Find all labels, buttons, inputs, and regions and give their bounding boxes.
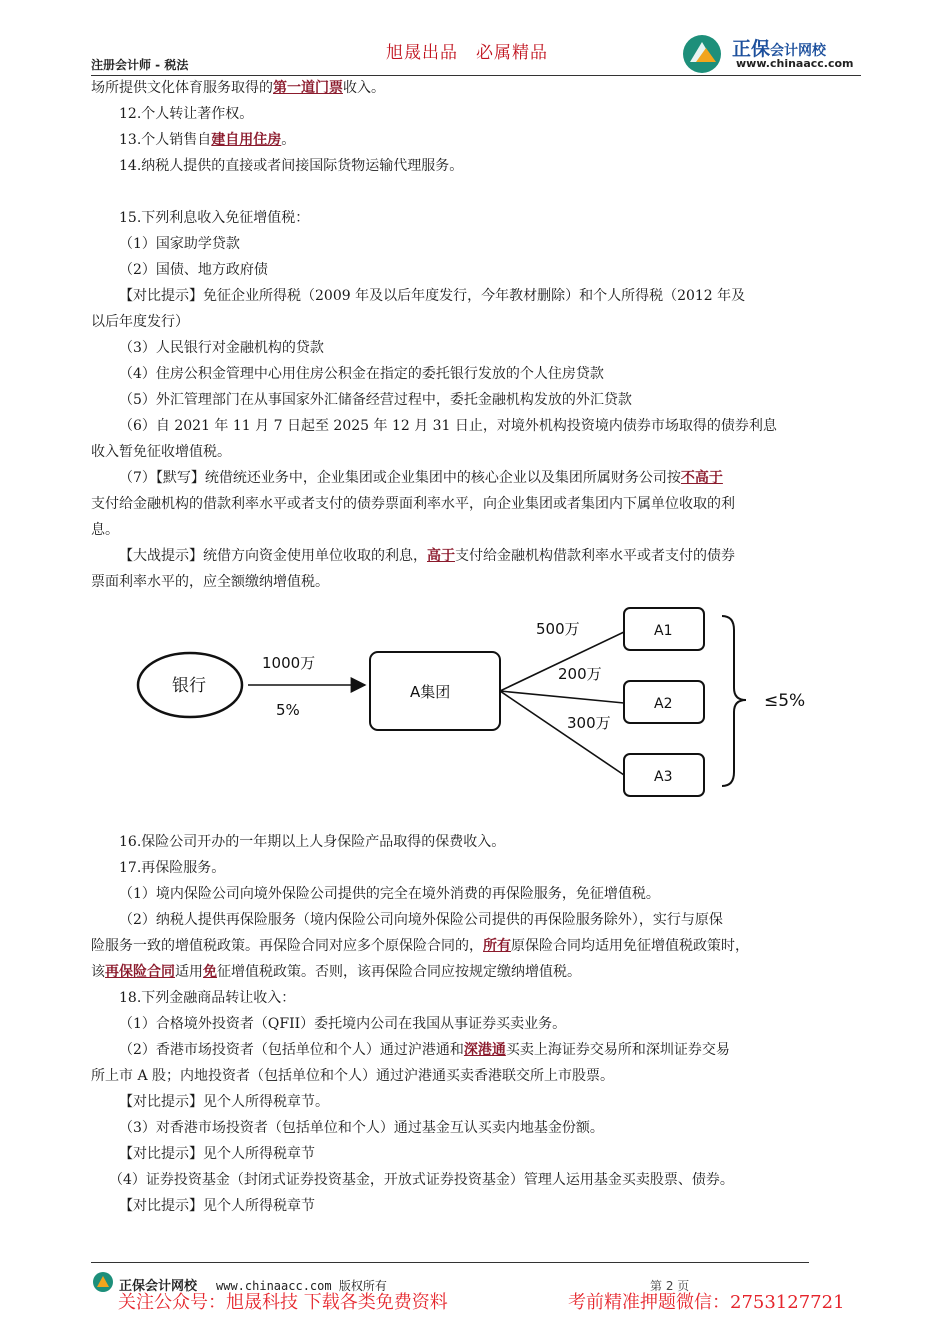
emphasis-text: 高于 xyxy=(427,548,455,564)
body-text: 息。 xyxy=(91,522,119,538)
body-line xyxy=(119,260,268,280)
body-text: 所上市 A 股；内地投资者（包括单位和个人）通过沪港通买卖香港联交所上市股票。 xyxy=(91,1068,615,1084)
body-text: （3）对香港市场投资者（包括单位和个人）通过基金互认买卖内地基金份额。 xyxy=(119,1120,604,1136)
body-text: 征增值税政策。否则，该再保险合同应按规定缴纳增值税。 xyxy=(217,964,581,980)
unit-label-a3: A3 xyxy=(654,769,673,785)
body-line xyxy=(91,494,735,514)
body-text: （4）证券投资基金（封闭式证券投资基金，开放式证券投资基金）管理人运用基金买卖股票、债券。 xyxy=(109,1172,734,1188)
body-line xyxy=(119,468,723,488)
body-text: 17.再保险服务。 xyxy=(119,860,226,876)
body-line xyxy=(119,988,295,1008)
emphasis-text: 第一道门票 xyxy=(273,80,343,96)
body-line xyxy=(119,884,660,904)
body-line xyxy=(119,104,253,124)
body-text: 收入暂免征收增值税。 xyxy=(91,444,231,460)
footer-brand: 正保会计网校 xyxy=(119,1279,198,1294)
body-line xyxy=(119,1014,566,1034)
body-line xyxy=(119,338,324,358)
body-line xyxy=(91,572,329,592)
body-text: （2）国债、地方政府债 xyxy=(119,262,268,278)
body-line xyxy=(119,858,225,878)
header-course-title: 注册会计师 - 税法 xyxy=(91,58,189,72)
emphasis-text: 再保险合同 xyxy=(105,964,175,980)
body-line xyxy=(119,832,505,852)
bank-label: 银行 xyxy=(172,676,206,696)
body-text: （4）住房公积金管理中心用住房公积金在指定的委托银行发放的个人住房贷款 xyxy=(119,366,604,382)
body-line xyxy=(119,390,632,410)
body-text: （1）合格境外投资者（QFII）委托境内公司在我国从事证券买卖业务。 xyxy=(119,1016,567,1032)
unit-label-a2: A2 xyxy=(654,696,673,712)
promo-wechat-contact: 考前精准押题微信：2753127721 xyxy=(568,1292,845,1313)
brand-logo-sub: 会计网校 xyxy=(770,43,827,59)
body-text: 15.下列利息收入免征增值税： xyxy=(119,210,310,226)
body-line xyxy=(119,208,309,228)
branch-line-a3 xyxy=(500,691,624,775)
body-text: （6）自 2021 年 11 月 7 日起至 2025 年 12 月 31 日止，对境外机构投资境内债券市场取得的债券利息 xyxy=(119,418,777,434)
amount-a2: 200万 xyxy=(558,665,602,683)
group-label: A集团 xyxy=(410,683,451,701)
footer-copyright: www.chinaacc.com 版权所有 xyxy=(216,1279,387,1293)
body-line xyxy=(119,1196,315,1216)
body-line xyxy=(91,936,749,956)
branch-line-a2 xyxy=(500,691,624,703)
body-text: （7）【默写】统借统还业务中，企业集团或企业集团中的核心企业以及集团所属财务公司按 xyxy=(119,470,681,486)
body-text: 票面利率水平的，应全额缴纳增值税。 xyxy=(91,574,329,590)
emphasis-text: 免 xyxy=(203,964,217,980)
body-line xyxy=(91,520,119,540)
body-text: 【大战提示】统借方向资金使用单位收取的利息， xyxy=(119,548,427,564)
unit-label-a1: A1 xyxy=(654,623,673,639)
body-line xyxy=(91,1066,614,1086)
loan-rate-label: 5% xyxy=(276,701,300,719)
body-text: 场所提供文化体育服务取得的 xyxy=(91,80,273,96)
body-text: 支付给金融机构借款利率水平或者支付的债券 xyxy=(455,548,735,564)
body-line xyxy=(119,1092,329,1112)
body-line xyxy=(119,1118,604,1138)
body-text: 12.个人转让著作权。 xyxy=(119,106,254,122)
body-text: 16.保险公司开办的一年期以上人身保险产品取得的保费收入。 xyxy=(119,834,506,850)
body-text: 险服务一致的增值税政策。再保险合同对应多个原保险合同的， xyxy=(91,938,483,954)
body-text: 支付给金融机构的借款利率水平或者支付的债券票面利率水平，向企业集团或者集团内下属单位收取的利 xyxy=(91,496,735,512)
body-text: 原保险合同均适用免征增值税政策时， xyxy=(511,938,749,954)
body-text: （2）香港市场投资者（包括单位和个人）通过沪港通和 xyxy=(119,1042,464,1058)
footer-divider xyxy=(91,1262,809,1263)
header-slogan: 旭晟出品 必属精品 xyxy=(386,43,548,63)
emphasis-text: 不高于 xyxy=(680,470,723,486)
body-line xyxy=(91,442,231,462)
footer-logo-icon xyxy=(91,1270,115,1294)
body-text: 【对比提示】免征企业所得税（2009 年及以后年度发行，今年教材删除）和个人所得税（2012 年及 xyxy=(119,288,746,304)
body-line xyxy=(119,546,735,566)
body-text: （2）纳税人提供再保险服务（境内保险公司向境外保险公司提供的再保险服务除外），实行与原保 xyxy=(119,912,723,928)
body-line xyxy=(119,286,745,306)
brand-logo-url: www.chinaacc.com xyxy=(736,57,854,70)
body-text: 14.纳税人提供的直接或者间接国际货物运输代理服务。 xyxy=(119,158,464,174)
body-line xyxy=(119,130,295,150)
body-text: 13.个人销售自 xyxy=(119,132,212,148)
rate-limit-label: ≤5% xyxy=(764,691,806,711)
brand-logo-icon xyxy=(680,32,728,76)
body-text: 【对比提示】见个人所得税章节 xyxy=(119,1198,315,1214)
body-line xyxy=(119,234,240,254)
amount-a1: 500万 xyxy=(536,620,580,638)
body-line xyxy=(91,312,189,332)
body-line xyxy=(119,156,463,176)
body-line xyxy=(91,78,385,98)
emphasis-text: 所有 xyxy=(483,938,511,954)
body-text: （5）外汇管理部门在从事国家外汇储备经营过程中，委托金融机构发放的外汇贷款 xyxy=(119,392,632,408)
emphasis-text: 建自用住房 xyxy=(211,132,282,148)
page-number: 第 2 页 xyxy=(650,1279,690,1293)
body-line xyxy=(119,416,777,436)
loan-flow-diagram xyxy=(130,600,830,805)
header-divider xyxy=(91,75,861,76)
brand-logo-main: 正保 xyxy=(732,38,771,60)
body-text: 【对比提示】见个人所得税章节。 xyxy=(119,1094,329,1110)
body-text: 以后年度发行） xyxy=(91,314,189,330)
promo-wechat-account: 关注公众号：旭晟科技 下载各类免费资料 xyxy=(118,1292,448,1313)
body-text: 18.下列金融商品转让收入： xyxy=(119,990,296,1006)
body-text: 适用 xyxy=(175,964,203,980)
body-line xyxy=(91,962,581,982)
body-text: （1）国家助学贷款 xyxy=(119,236,240,252)
body-text: （3）人民银行对金融机构的贷款 xyxy=(119,340,324,356)
emphasis-text: 深港通 xyxy=(463,1042,506,1058)
body-line xyxy=(119,364,604,384)
group-brace xyxy=(722,616,746,786)
body-line xyxy=(119,1040,730,1060)
body-text: （1）境内保险公司向境外保险公司提供的完全在境外消费的再保险服务，免征增值税。 xyxy=(119,886,660,902)
body-text: 。 xyxy=(281,132,296,148)
loan-amount-label: 1000万 xyxy=(262,654,316,672)
body-text: 该 xyxy=(91,964,105,980)
body-text: 买卖上海证券交易所和深圳证券交易 xyxy=(505,1042,730,1058)
body-text: 【对比提示】见个人所得税章节 xyxy=(119,1146,315,1162)
body-line xyxy=(109,1170,734,1190)
amount-a3: 300万 xyxy=(567,714,611,732)
body-line xyxy=(119,1144,315,1164)
body-line xyxy=(119,910,723,930)
body-text: 收入。 xyxy=(343,80,385,96)
